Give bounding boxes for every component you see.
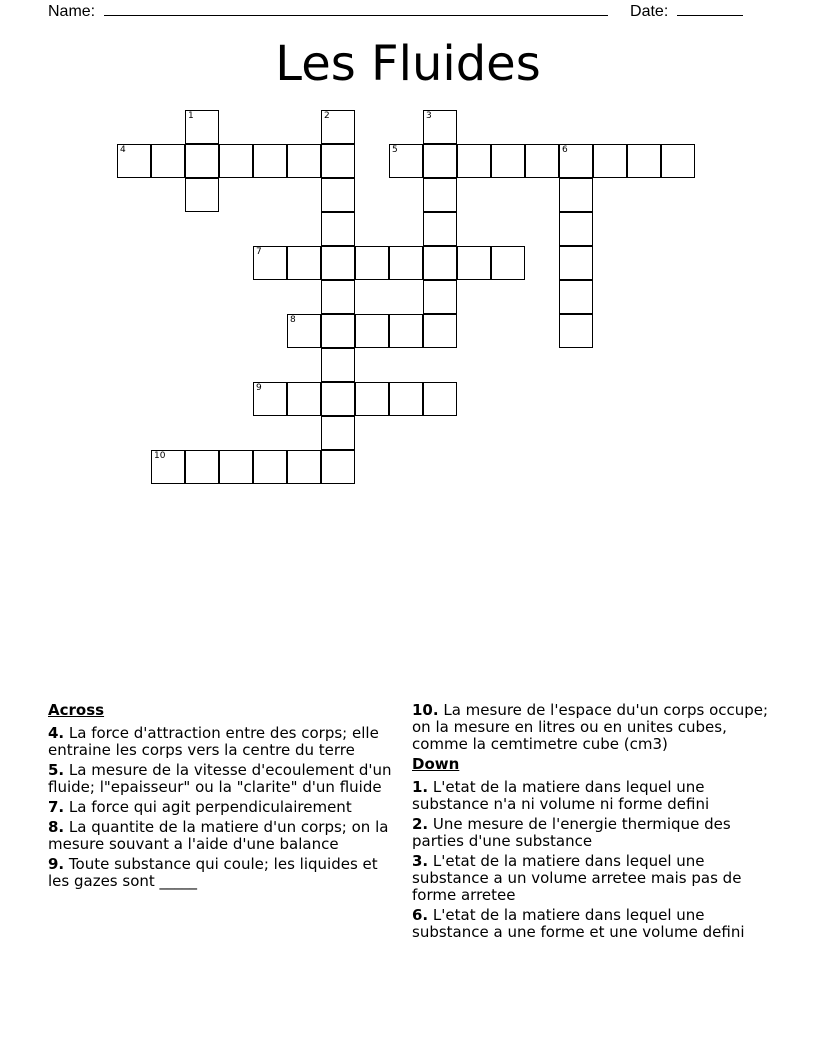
grid-cell[interactable] — [559, 144, 593, 178]
grid-cell[interactable] — [423, 382, 457, 416]
grid-cell[interactable] — [321, 450, 355, 484]
clue-number-label: 1. — [412, 778, 429, 796]
grid-cell[interactable] — [457, 144, 491, 178]
clue-text: L'etat de la matiere dans lequel une substance a une forme et une volume defini — [412, 906, 745, 941]
across-clue — [48, 819, 403, 853]
across-clue — [412, 702, 782, 753]
grid-cell[interactable] — [321, 212, 355, 246]
grid-cell[interactable] — [355, 382, 389, 416]
clue-number-label: 4. — [48, 724, 65, 742]
clue-number: 7 — [256, 247, 262, 257]
grid-cell[interactable] — [627, 144, 661, 178]
grid-cell[interactable] — [491, 246, 525, 280]
grid-cell[interactable] — [559, 314, 593, 348]
clue-text: La force d'attraction entre des corps; elle entraine les corps vers la centre du terre — [48, 724, 379, 759]
grid-cell[interactable] — [525, 144, 559, 178]
grid-cell[interactable] — [491, 144, 525, 178]
grid-cell[interactable] — [219, 450, 253, 484]
grid-cell[interactable] — [185, 144, 219, 178]
grid-cell[interactable] — [423, 280, 457, 314]
clue-number: 5 — [392, 145, 398, 155]
across-clue — [48, 725, 403, 759]
clues-right-column — [412, 702, 782, 944]
grid-cell[interactable] — [151, 450, 185, 484]
grid-cell[interactable] — [287, 314, 321, 348]
across-clue — [48, 799, 403, 816]
down-clue-list — [412, 779, 782, 941]
grid-cell[interactable] — [423, 110, 457, 144]
grid-cell[interactable] — [287, 450, 321, 484]
grid-cell[interactable] — [287, 382, 321, 416]
across-clue — [48, 762, 403, 796]
clue-number-label: 5. — [48, 761, 65, 779]
across-clue-list — [48, 725, 403, 890]
name-label: Name: — [48, 3, 96, 20]
crossword-grid — [0, 0, 816, 500]
grid-cell[interactable] — [559, 178, 593, 212]
page-title: Les Fluides — [275, 36, 541, 92]
across-heading: Across — [48, 701, 105, 719]
clue-text: La quantite de la matiere d'un corps; on la mesure souvant a l'aide d'une balance — [48, 818, 389, 853]
grid-cell[interactable] — [253, 382, 287, 416]
clue-number-label: 7. — [48, 798, 65, 816]
grid-cell[interactable] — [219, 144, 253, 178]
grid-cell[interactable] — [151, 144, 185, 178]
grid-cell[interactable] — [185, 110, 219, 144]
clue-number: 10 — [154, 451, 166, 461]
grid-cell[interactable] — [321, 110, 355, 144]
grid-cell[interactable] — [321, 382, 355, 416]
clue-number-label: 9. — [48, 855, 65, 873]
grid-cell[interactable] — [321, 348, 355, 382]
grid-cell[interactable] — [661, 144, 695, 178]
grid-cell[interactable] — [321, 280, 355, 314]
clue-number-label: 8. — [48, 818, 65, 836]
grid-cell[interactable] — [389, 314, 423, 348]
grid-cell[interactable] — [253, 450, 287, 484]
date-label: Date: — [630, 3, 669, 20]
grid-cell[interactable] — [423, 144, 457, 178]
grid-cell[interactable] — [389, 246, 423, 280]
clue-number: 6 — [562, 145, 568, 155]
down-heading: Down — [412, 755, 460, 773]
clue-number: 9 — [256, 383, 262, 393]
clue-number-label: 3. — [412, 852, 429, 870]
clue-text: L'etat de la matiere dans lequel une substance n'a ni volume ni forme defini — [412, 778, 710, 813]
grid-cell[interactable] — [423, 178, 457, 212]
grid-cell[interactable] — [423, 314, 457, 348]
grid-cell[interactable] — [321, 314, 355, 348]
down-clue — [412, 779, 782, 813]
grid-cell[interactable] — [117, 144, 151, 178]
clue-number-label: 6. — [412, 906, 429, 924]
clue-text: La mesure de l'espace du'un corps occupe; on la mesure en litres ou en unites cubes, comme la cemtimetre cube (cm3) — [412, 701, 769, 753]
grid-cell[interactable] — [389, 144, 423, 178]
clue-number: 1 — [188, 111, 194, 121]
across-clue-list-continued — [412, 702, 782, 753]
across-clue — [48, 856, 403, 890]
clue-text: Une mesure de l'energie thermique des parties d'une substance — [412, 815, 731, 850]
grid-cell[interactable] — [287, 246, 321, 280]
grid-cell[interactable] — [185, 178, 219, 212]
grid-cell[interactable] — [423, 246, 457, 280]
grid-cell[interactable] — [185, 450, 219, 484]
grid-cell[interactable] — [593, 144, 627, 178]
grid-cell[interactable] — [355, 314, 389, 348]
grid-cell[interactable] — [559, 246, 593, 280]
clue-number: 4 — [120, 145, 126, 155]
grid-cell[interactable] — [253, 246, 287, 280]
grid-cell[interactable] — [321, 246, 355, 280]
down-clue — [412, 816, 782, 850]
grid-cell[interactable] — [423, 212, 457, 246]
grid-cell[interactable] — [321, 144, 355, 178]
clue-text: L'etat de la matiere dans lequel une substance a un volume arretee mais pas de forme arretee — [412, 852, 742, 904]
grid-cell[interactable] — [457, 246, 491, 280]
clue-text: Toute substance qui coule; les liquides et les gazes sont _____ — [48, 855, 378, 890]
clue-number-label: 2. — [412, 815, 429, 833]
clue-number-label: 10. — [412, 701, 439, 719]
grid-cell[interactable] — [559, 280, 593, 314]
clue-number: 3 — [426, 111, 432, 121]
grid-cell[interactable] — [321, 416, 355, 450]
grid-cell[interactable] — [355, 246, 389, 280]
clue-number: 8 — [290, 315, 296, 325]
down-clue — [412, 853, 782, 904]
grid-cell[interactable] — [559, 212, 593, 246]
down-clue — [412, 907, 782, 941]
grid-cell[interactable] — [321, 178, 355, 212]
clues-left-column — [48, 702, 403, 893]
grid-cell[interactable] — [287, 144, 321, 178]
grid-cell[interactable] — [253, 144, 287, 178]
clue-number: 2 — [324, 111, 330, 121]
grid-cell[interactable] — [389, 382, 423, 416]
clue-text: La mesure de la vitesse d'ecoulement d'un fluide; l"epaisseur" ou la "clarite" d'un fluide — [48, 761, 392, 796]
clue-text: La force qui agit perpendiculairement — [64, 798, 352, 816]
